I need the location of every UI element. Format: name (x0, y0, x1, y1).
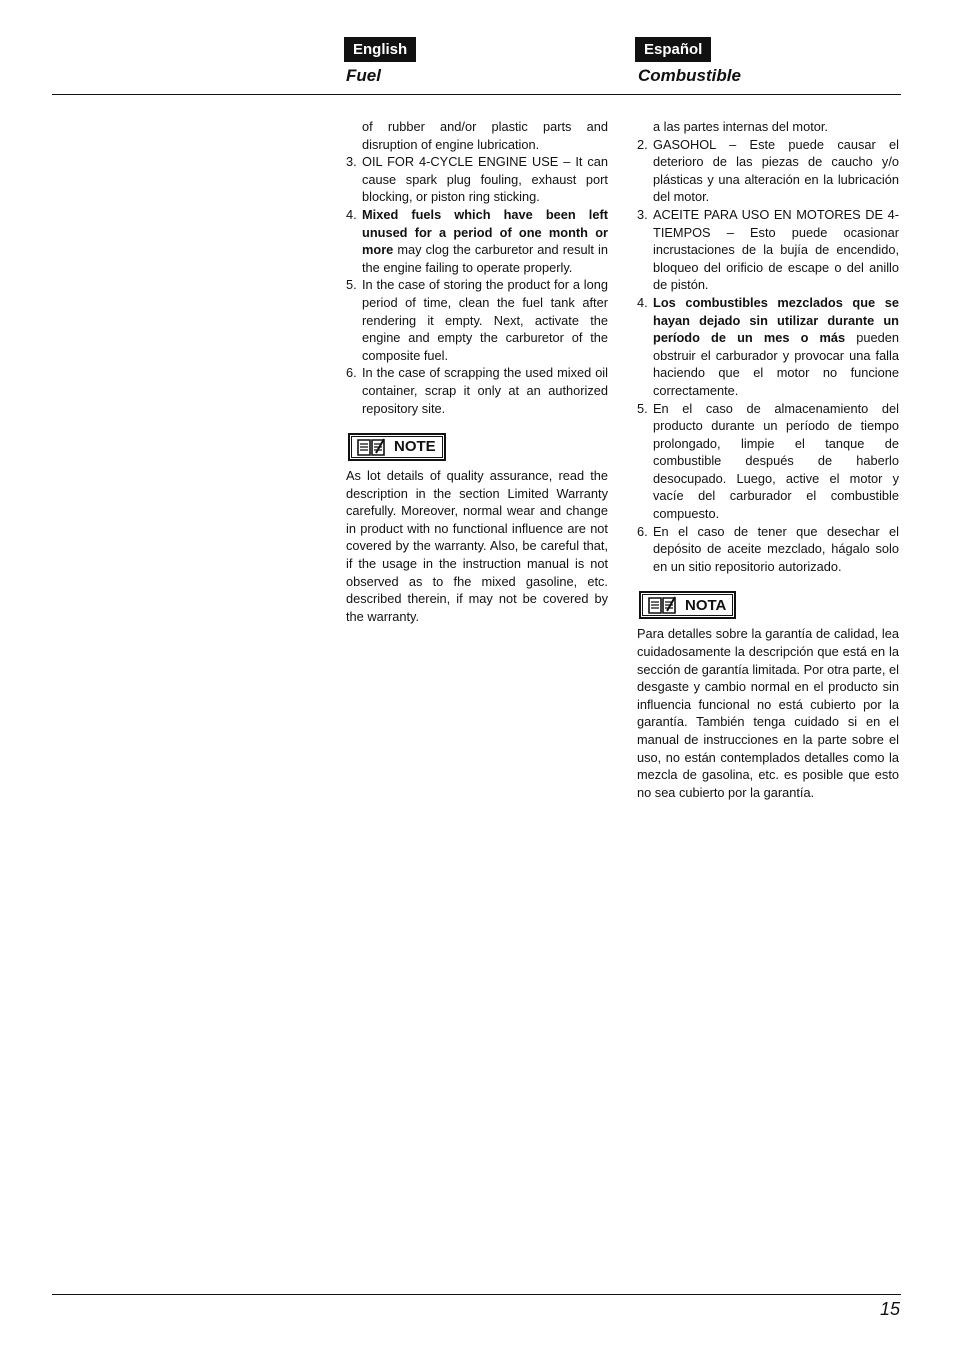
list-item-text: pueden obstruir el carburador y provocar una falla haciendo que el motor no funcione correctamente. (653, 330, 899, 398)
list-item-text: En el caso de almacenamiento del producto durante un período de tiempo prolongado, limpie el tanque de combustible después de haberlo desocupado. Luego, active el motor y vacíe del carburador el combustible compuesto. (653, 400, 899, 522)
list-item-number: 3. (346, 154, 357, 170)
footer-rule (52, 1294, 901, 1295)
list-item (346, 206, 608, 276)
list-item (346, 364, 608, 417)
note-box (639, 591, 736, 619)
list-item-number: 5. (346, 277, 357, 293)
nota-text: Para detalles sobre la garantía de calidad, lea cuidadosamente la descripción que está en la sección de garantía limitada. Por otra parte, el desgaste y cambio normal en el producto sin influencia funcional no está cubierto por la garantía. También tenga cuidado si en el manual de instrucciones en la parte sobre el uso, no están contemplados detalles como la mezcla de gasolina, etc. es posible que esto no sea cubierto por la garantía. (637, 626, 899, 800)
note-text: As lot details of quality assurance, read the description in the section Limited Warranty carefully. Moreover, normal wear and change in product with no functional influence are not covered by the warranty. Also, be careful that, if the usage in the instruction manual is not observed as to fhe mixed gasoline, etc. described therein, if may not be covered by the warranty. (346, 468, 608, 624)
list-item (346, 153, 608, 206)
list-item (637, 400, 899, 523)
list-item (637, 136, 899, 206)
section-title-english: Fuel (346, 66, 381, 85)
list-item-bold-text: Mixed fuels which have been left unused for a period of one month or more (362, 206, 608, 258)
list-item (637, 294, 899, 400)
list-item (637, 206, 899, 294)
open-book-icon (647, 595, 677, 615)
section-title-spanish: Combustible (638, 66, 741, 85)
list-item-number: 4. (637, 294, 648, 310)
list-item-text: GASOHOL – Este puede causar el deterioro de las piezas de caucho y/o plásticas y una alteración en la lubricación del motor. (653, 136, 899, 205)
header-rule (52, 94, 901, 95)
spanish-column (637, 118, 899, 801)
list-item-text: may clog the carburetor and result in the engine failing to operate properly. (362, 242, 608, 275)
list-item (637, 523, 899, 576)
list-item-number: 3. (637, 206, 648, 222)
note-box (348, 433, 446, 461)
list-item-text: En el caso de tener que desechar el depósito de aceite mezclado, hágalo solo en un sitio repositorio autorizado. (653, 523, 899, 574)
list-item-text: OIL FOR 4-CYCLE ENGINE USE – It can cause spark plug fouling, exhaust port blocking, or piston ring sticking. (362, 154, 608, 205)
language-tag-english: English (344, 37, 416, 62)
list-item-number: 6. (637, 523, 648, 539)
spanish-continuation-text: a las partes internas del motor. (653, 119, 828, 134)
list-item-text: In the case of storing the product for a long period of time, clean the fuel tank after rendering it empty. Next, activate the engine and empty the carburetor of the composite fuel. (362, 277, 608, 363)
page-number: 15 (879, 1299, 900, 1319)
list-item-text: ACEITE PARA USO EN MOTORES DE 4-TIEMPOS – Esto puede ocasionar incrustaciones de la bujía de encendido, bloqueo del orificio de escape o del anillo de pistón. (653, 206, 899, 293)
list-item-bold-text: Los combustibles mezclados que se hayan dejado sin utilizar durante un período de un mes o más (653, 294, 899, 346)
list-item-number: 6. (346, 365, 357, 381)
english-continuation-text: of rubber and/or plastic parts and disruption of engine lubrication. (362, 119, 608, 152)
list-item-number: 4. (346, 206, 357, 222)
list-item-text: In the case of scrapping the used mixed oil container, scrap it only at an authorized repository site. (362, 365, 608, 416)
english-column (346, 118, 608, 625)
nota-label: NOTA (685, 596, 727, 614)
list-item-number: 5. (637, 400, 648, 416)
open-book-icon (356, 437, 386, 457)
list-item (346, 276, 608, 364)
language-tag-spanish: Español (635, 37, 711, 62)
list-item-number: 2. (637, 136, 648, 152)
note-label: NOTE (394, 438, 436, 456)
